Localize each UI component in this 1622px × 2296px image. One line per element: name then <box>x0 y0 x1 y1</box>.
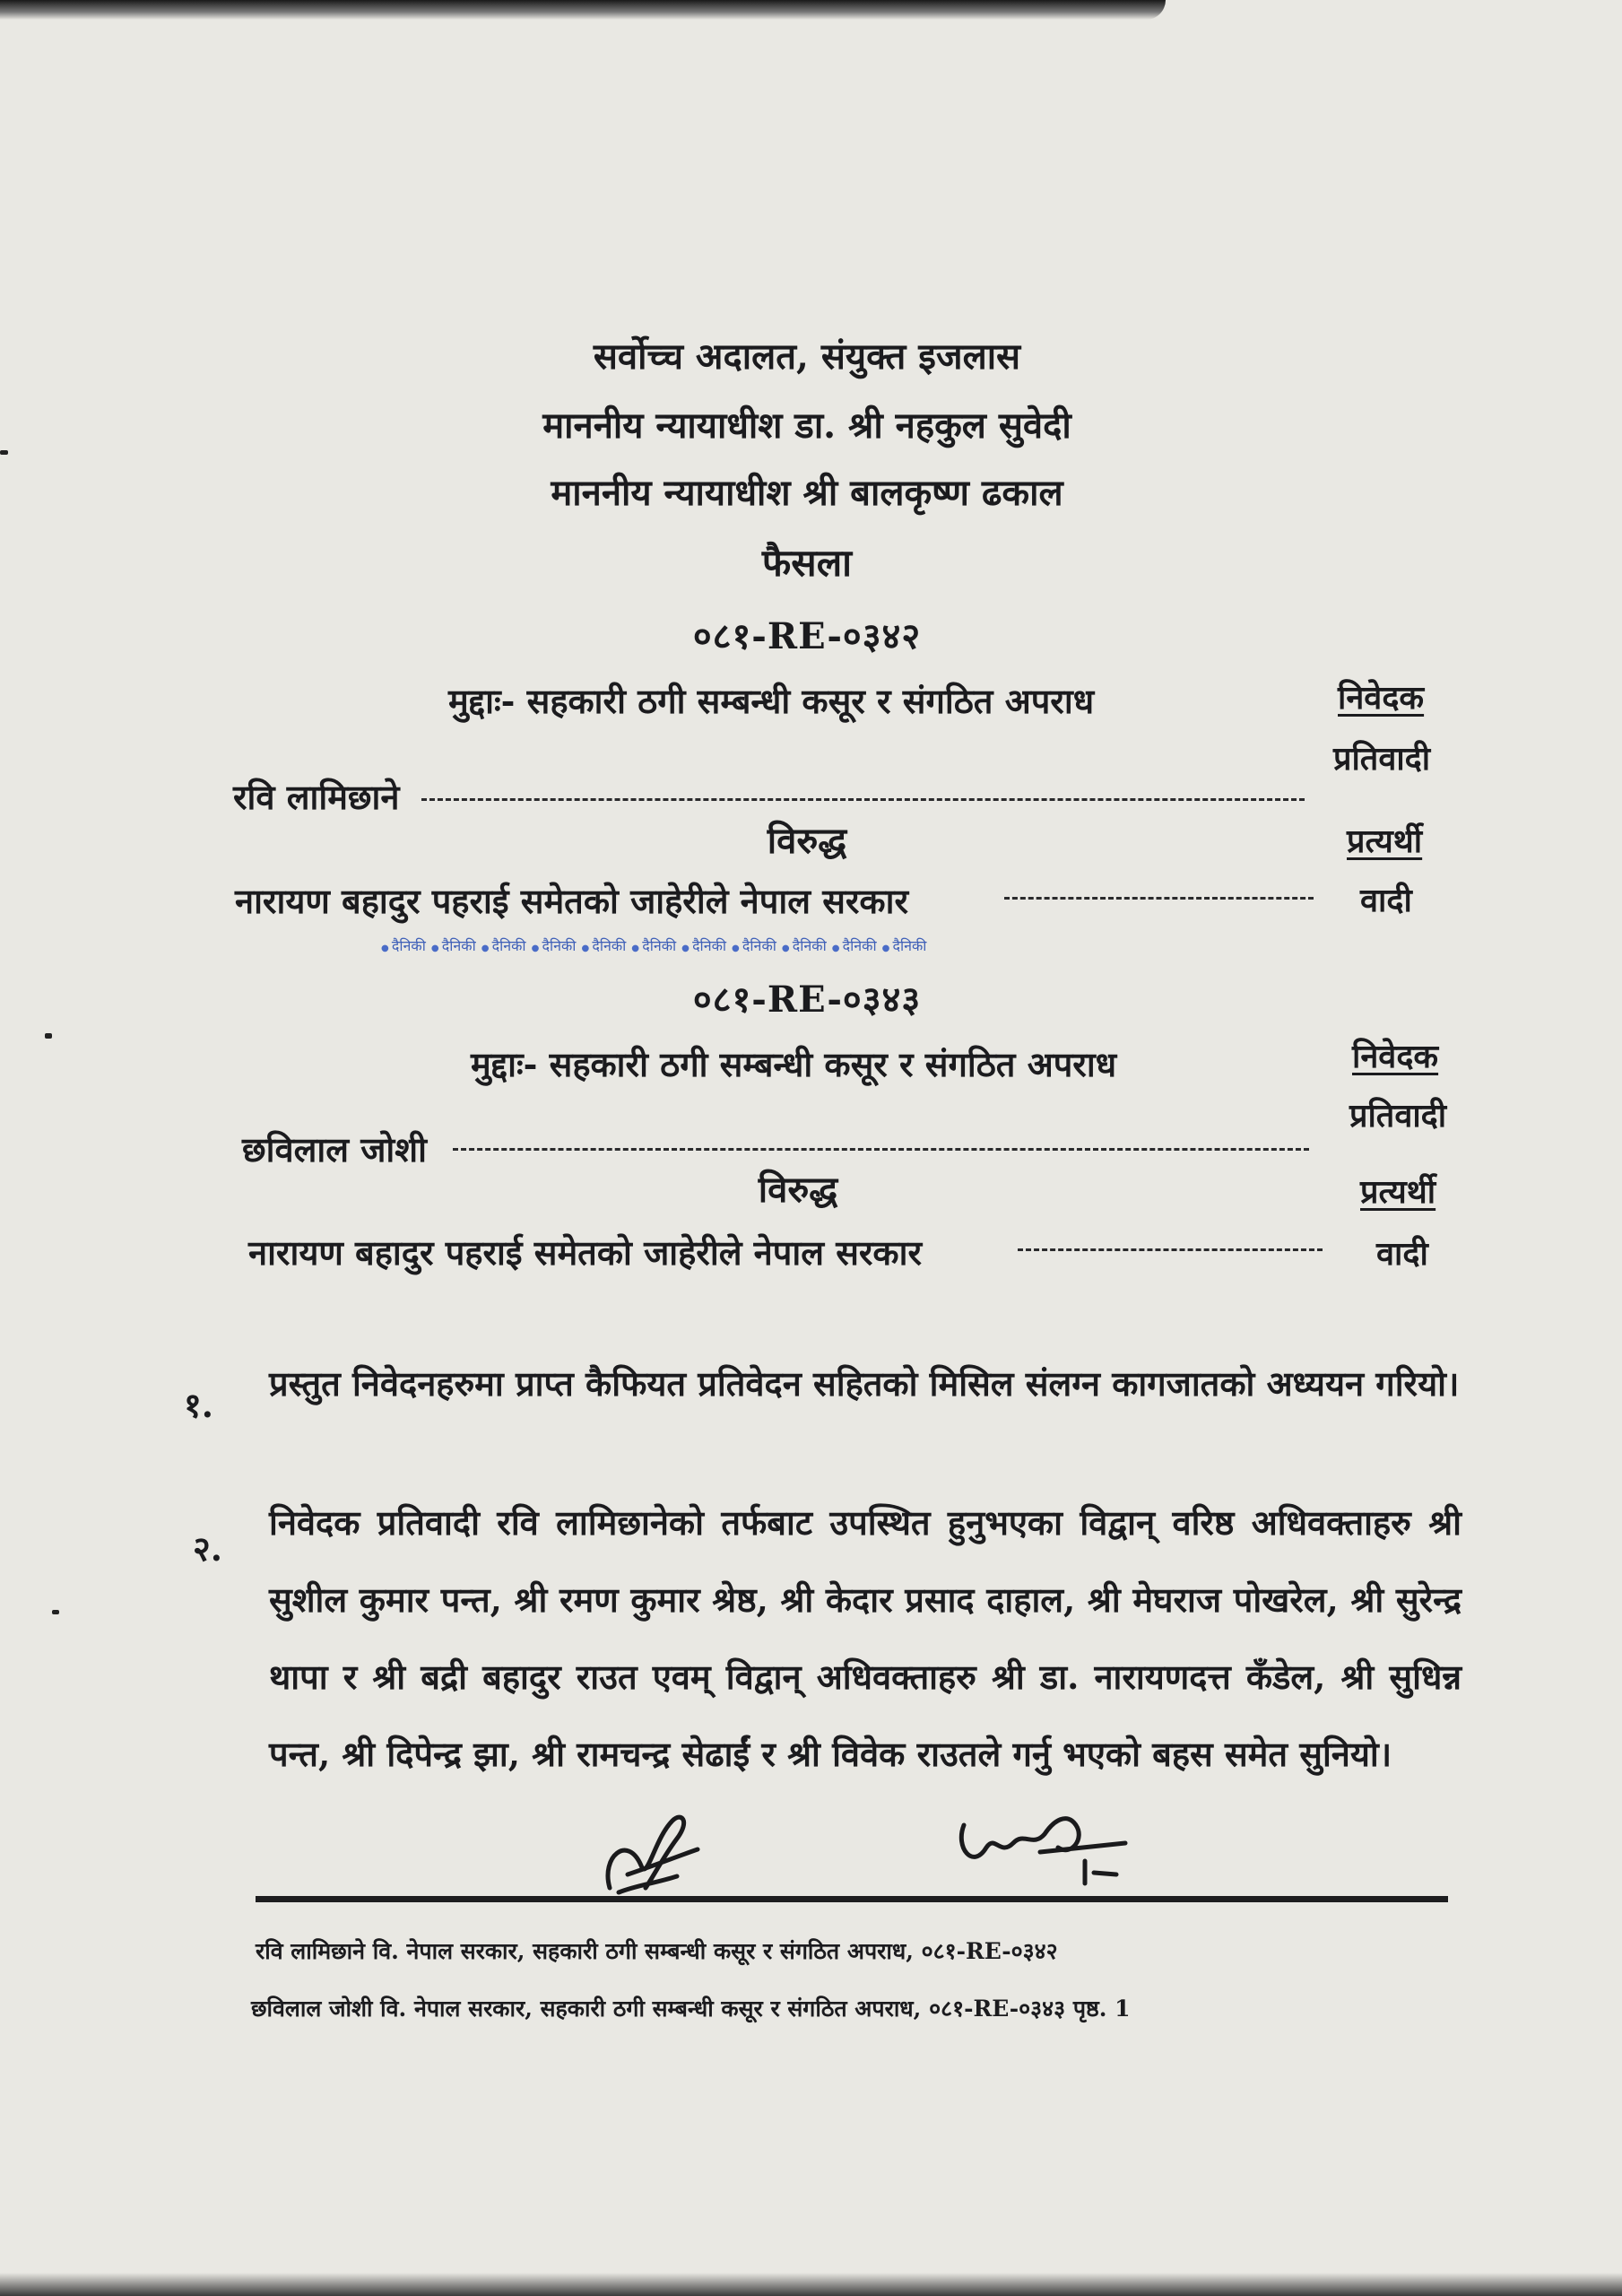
petitioner-role: निवेदक <box>1352 1038 1439 1075</box>
footer-divider <box>256 1896 1448 1902</box>
watermark-text: ● दैनिकी <box>381 935 426 955</box>
respondent-name: नारायण बहादुर पहराई समेतको जाहेरीले नेपाल सरकार <box>248 1232 922 1273</box>
watermark-text: ● दैनिकी <box>681 935 726 955</box>
watermark-row <box>381 935 1170 955</box>
respondent-role-secondary: वादी <box>1376 1235 1428 1273</box>
dotted-leader <box>1004 897 1314 900</box>
petitioner-role-secondary: प्रतिवादी <box>1333 740 1431 778</box>
case-number: ०८१-RE-०३४२ <box>692 615 922 657</box>
watermark-text: ● दैनिकी <box>431 935 476 955</box>
watermark-text: ● दैनिकी <box>532 935 577 955</box>
verdict-title: फैसला <box>761 541 853 585</box>
judge-name-2: माननीय न्यायाधीश श्री बालकृष्ण ढकाल <box>551 472 1063 514</box>
paragraph-text: प्रस्तुत निवेदनहरुमा प्राप्त कैफियत प्रतिवेदन सहितको मिसिल संलग्न कागजातको अध्ययन गरियो। <box>269 1363 1460 1404</box>
case-subject: मुद्दाः- सहकारी ठगी सम्बन्धी कसूर र संगठित अपराध <box>448 681 1095 721</box>
watermark-text: ● दैनिकी <box>631 935 676 955</box>
watermark-text: ● दैनिकी <box>782 935 827 955</box>
dotted-leader <box>1018 1248 1323 1251</box>
signature-left <box>592 1803 708 1901</box>
watermark-text: ● दैनिकी <box>882 935 927 955</box>
scan-edge-shadow-bottom <box>0 2273 1622 2296</box>
dotted-leader <box>453 1148 1309 1151</box>
petitioner-role: निवेदक <box>1338 679 1425 717</box>
judge-name-1: माननीय न्यायाधीश डा. श्री नहकुल सुवेदी <box>542 404 1071 447</box>
watermark-text: ● दैनिकी <box>581 935 626 955</box>
dotted-leader <box>421 798 1305 801</box>
respondent-role: प्रत्यर्थी <box>1360 1173 1436 1211</box>
versus-label: विरुद्ध <box>767 820 847 862</box>
scan-edge-shadow <box>0 0 1166 20</box>
respondent-role: प्रत्यर्थी <box>1347 822 1423 860</box>
respondent-name: नारायण बहादुर पहराई समेतको जाहेरीले नेपाल सरकार <box>235 881 908 921</box>
paragraph-number: २. <box>193 1528 222 1569</box>
watermark-text: ● दैनिकी <box>481 935 526 955</box>
footer-line-1: रवि लामिछाने वि. नेपाल सरकार, सहकारी ठगी सम्बन्धी कसूर र संगठित अपराध, ०८१-RE-०३४२ <box>256 1938 1058 1964</box>
signature-right <box>950 1794 1130 1892</box>
watermark-text: ● दैनिकी <box>832 935 877 955</box>
respondent-role-secondary: वादी <box>1360 882 1412 919</box>
scan-speck <box>52 1610 59 1614</box>
footer-line-2: छविलाल जोशी वि. नेपाल सरकार, सहकारी ठगी सम्बन्धी कसूर र संगठित अपराध, ०८१-RE-०३४३ पृष्ठ. 1 <box>251 1996 1131 2022</box>
court-name: सर्वोच्च अदालत, संयुक्त इजलास <box>593 335 1021 378</box>
case-subject: मुद्दाः- सहकारी ठगी सम्बन्धी कसूर र संगठित अपराध <box>471 1044 1117 1084</box>
versus-label: विरुद्ध <box>758 1169 838 1211</box>
scan-speck <box>45 1033 52 1039</box>
scan-speck <box>0 450 8 455</box>
petitioner-name: छविलाल जोशी <box>242 1129 427 1170</box>
petitioner-name: रवि लामिछाने <box>233 777 400 817</box>
paragraph-text: निवेदक प्रतिवादी रवि लामिछानेको तर्फबाट उपस्थित हुनुभएका विद्वान् वरिष्ठ अधिवक्ताहरु श्री सुशील कुमार पन्त, श्री रमण कुमार श्रेष्ठ, श्री केदार प्रसाद दाहाल, श्री मेघराज पोखरेल, श्री सुरेन्द्र थापा र श्री बद्री बहादुर राउत एवम् विद्वान् अधिवक्ताहरु श्री डा. नारायणदत्त कँडेल, श्री सुधिन्न पन्त, श्री दिपेन्द्र झा, श्री रामचन्द्र सेढाईं र श्री विवेक राउतले गर्नु भएको बहस समेत सुनियो। <box>269 1502 1462 1774</box>
watermark-text: ● दैनिकी <box>732 935 776 955</box>
case-number: ०८१-RE-०३४३ <box>692 978 922 1021</box>
paragraph-number: १. <box>184 1385 213 1425</box>
petitioner-role-secondary: प्रतिवादी <box>1349 1097 1447 1135</box>
